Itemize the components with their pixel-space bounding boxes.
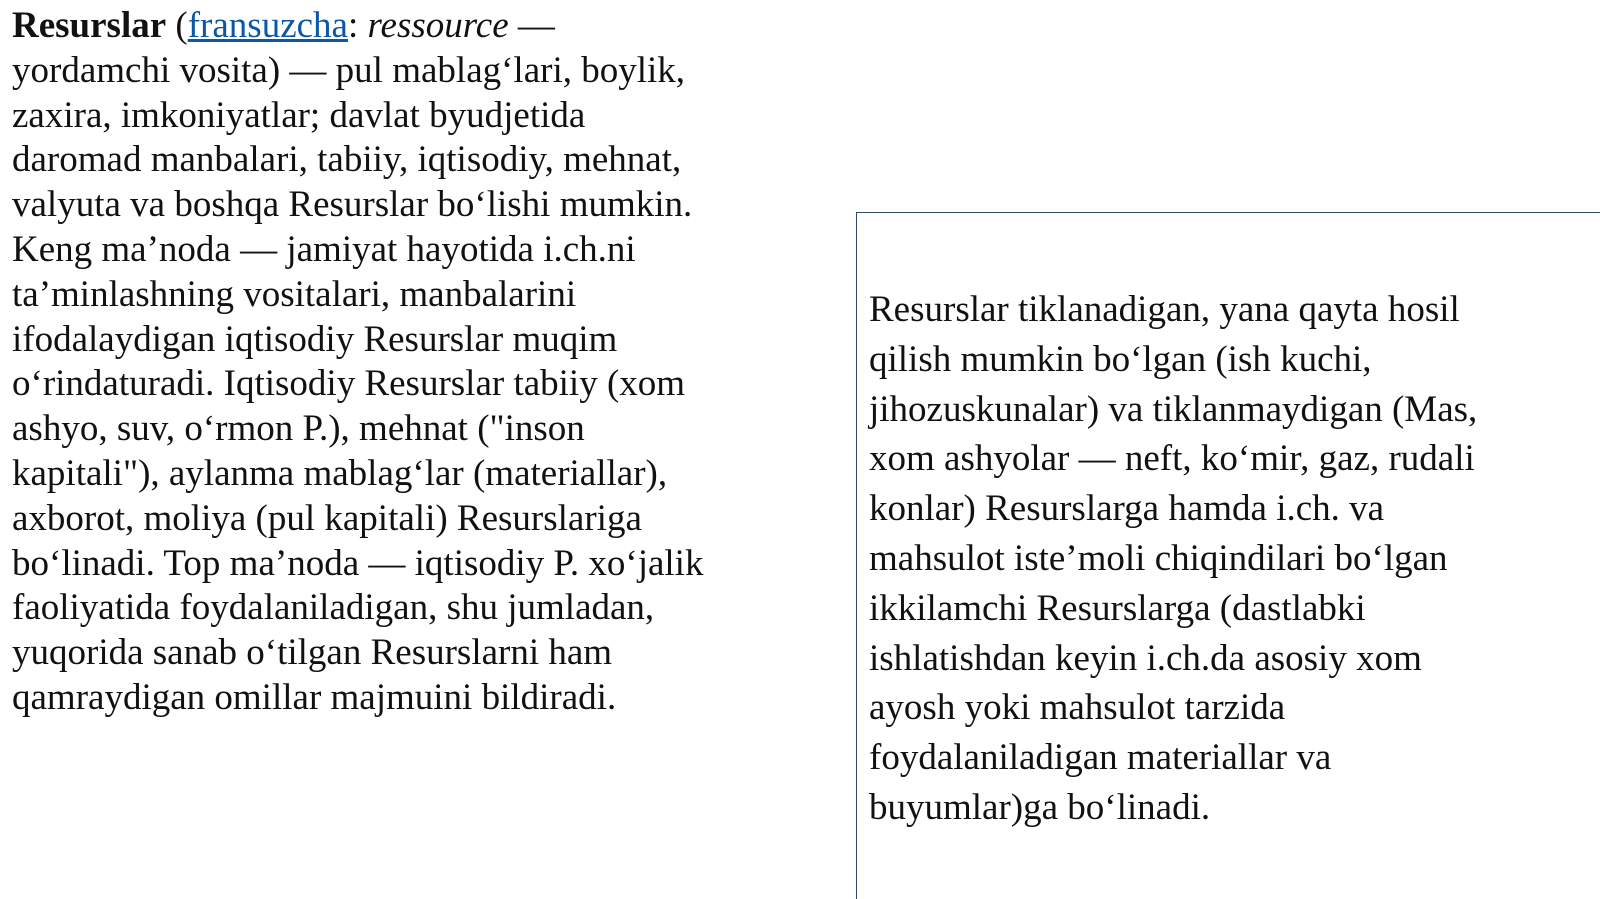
- definition-line: ifodalaydigan iqtisodiy Resurslar muqim: [12, 318, 618, 360]
- sidebar-line: konlar) Resurslarga hamda i.ch. va: [869, 488, 1385, 530]
- paren-open: (: [166, 5, 188, 46]
- sidebar-line: xom ashyolar — neft, ko‘mir, gaz, rudali: [869, 438, 1475, 480]
- definition-line: Keng ma’noda — jamiyat hayotida i.ch.ni: [12, 228, 636, 270]
- sidebar-line: ishlatishdan keyin i.ch.da asosiy xom: [869, 637, 1422, 679]
- sidebar-line: foydalaniladigan materiallar va: [869, 737, 1332, 779]
- sidebar-line: ikkilamchi Resurslarga (dastlabki: [869, 587, 1366, 629]
- definition-line: valyuta va boshqa Resurslar bo‘lishi mumkin.: [12, 184, 693, 226]
- sidebar-line: jihozuskunalar) va tiklanmaydigan (Mas,: [869, 388, 1478, 430]
- definition-first-line: [12, 4, 812, 49]
- definition-line: daromad manbalari, tabiiy, iqtisodiy, mehnat,: [12, 139, 682, 181]
- sidebar-line: buyumlar)ga bo‘linadi.: [869, 786, 1211, 828]
- dash-separator: —: [508, 5, 555, 46]
- sidebar-box: [856, 212, 1600, 899]
- definition-line: axborot, moliya (pul kapitali) Resurslariga: [12, 497, 642, 539]
- term-heading: Resurslar: [12, 5, 167, 46]
- definition-line: yuqorida sanab o‘tilgan Resurslarni ham: [12, 632, 613, 674]
- colon-separator: :: [347, 5, 368, 46]
- original-word: ressource: [367, 5, 509, 46]
- definition-line: zaxira, imkoniyatlar; davlat byudjetida: [12, 94, 586, 136]
- language-link[interactable]: fransuzcha: [187, 5, 348, 46]
- sidebar-line: mahsulot iste’moli chiqindilari bo‘lgan: [869, 537, 1448, 579]
- definition-line: bo‘linadi. Top ma’noda — iqtisodiy P. xo‘jalik: [12, 542, 704, 584]
- sidebar-text: [869, 285, 1477, 833]
- sidebar-line: Resurslar tiklanadigan, yana qayta hosil: [869, 289, 1460, 330]
- definition-line: yordamchi vosita) — pul mablag‘lari, boylik,: [12, 49, 686, 91]
- sidebar-line: ayosh yoki mahsulot tarzida: [869, 687, 1286, 729]
- definition-line: qamraydigan omillar majmuini bildiradi.: [12, 676, 617, 718]
- definition-line: o‘rindaturadi. Iqtisodiy Resurslar tabiiy (xom: [12, 363, 686, 405]
- definition-line: ashyo, suv, o‘rmon P.), mehnat ("inson: [12, 408, 585, 450]
- definition-line: kapitali"), aylanma mablag‘lar (materiallar),: [12, 452, 668, 494]
- definition-line: ta’minlashning vositalari, manbalarini: [12, 273, 577, 315]
- sidebar-line: qilish mumkin bo‘lgan (ish kuchi,: [869, 338, 1372, 380]
- definition-line: faoliyatida foydalaniladigan, shu jumladan,: [12, 587, 655, 629]
- definition-text: [12, 4, 812, 721]
